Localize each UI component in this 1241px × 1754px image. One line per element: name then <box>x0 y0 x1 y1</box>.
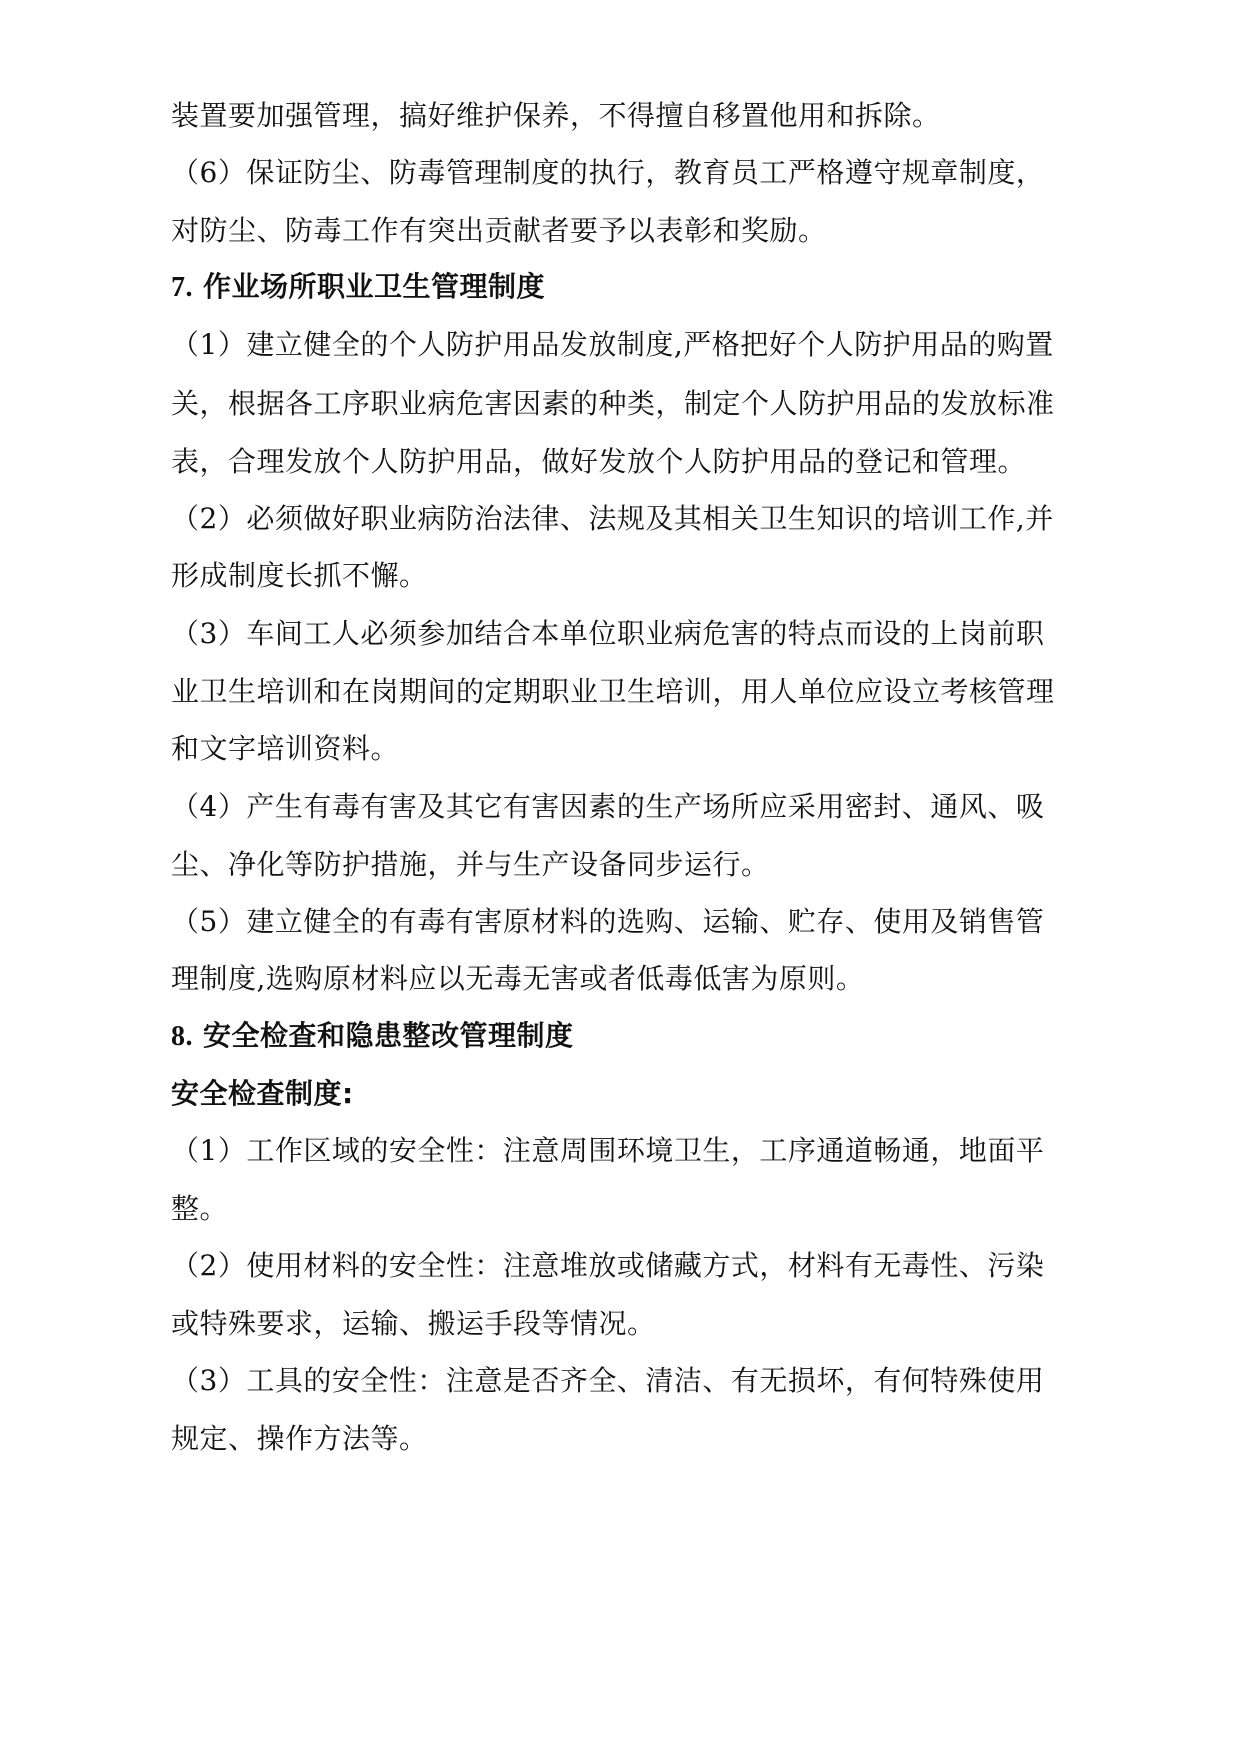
paragraph-line: （5）建立健全的有毒有害原材料的选购、运输、贮存、使用及销售管 <box>171 905 1045 938</box>
paragraph-line: 表，合理发放个人防护用品，做好发放个人防护用品的登记和管理。 <box>171 445 1027 478</box>
paragraph-line: （1）工作区域的安全性：注意周围环境卫生，工序通道畅通，地面平 <box>171 1134 1045 1167</box>
paragraph-line: 形成制度长抓不懈。 <box>171 559 428 592</box>
paragraph-line: 尘、净化等防护措施，并与生产设备同步运行。 <box>171 848 770 881</box>
paragraph-line: （6）保证防尘、防毒管理制度的执行，教育员工严格遵守规章制度， <box>171 156 1045 189</box>
paragraph-line: 和文字培训资料。 <box>171 732 400 765</box>
section-title: 安全检查和隐患整改管理制度 <box>203 1019 574 1052</box>
section-heading-7 <box>171 267 1071 308</box>
subheading: 安全检查制度: <box>171 1077 354 1110</box>
paragraph-line: 规定、操作方法等。 <box>171 1422 428 1455</box>
section-title: 作业场所职业卫生管理制度 <box>203 270 546 303</box>
paragraph-line: （2）必须做好职业病防治法律、法规及其相关卫生知识的培训工作,并 <box>171 502 1054 535</box>
paragraph-line: 整。 <box>171 1192 229 1225</box>
paragraph-line: 理制度,选购原材料应以无毒无害或者低毒低害为原则。 <box>171 962 865 995</box>
section-number: 7. <box>171 272 193 303</box>
paragraph-line: 业卫生培训和在岗期间的定期职业卫生培训，用人单位应设立考核管理 <box>171 675 1055 708</box>
paragraph-line: 关，根据各工序职业病危害因素的种类，制定个人防护用品的发放标准 <box>171 387 1055 420</box>
paragraph-line: （3）车间工人必须参加结合本单位职业病危害的特点而设的上岗前职 <box>171 617 1045 650</box>
section-heading-8 <box>171 1016 1071 1057</box>
section-number: 8. <box>171 1021 193 1052</box>
paragraph-line: （4）产生有毒有害及其它有害因素的生产场所应采用密封、通风、吸 <box>171 790 1045 823</box>
paragraph-line: 装置要加强管理，搞好维护保养，不得擅自移置他用和拆除。 <box>171 99 941 132</box>
paragraph-line: 对防尘、防毒工作有突出贡献者要予以表彰和奖励。 <box>171 214 827 247</box>
paragraph-line: （3）工具的安全性：注意是否齐全、清洁、有无损坏，有何特殊使用 <box>171 1364 1045 1397</box>
paragraph-line: 或特殊要求，运输、搬运手段等情况。 <box>171 1307 656 1340</box>
paragraph-line: （2）使用材料的安全性：注意堆放或储藏方式，材料有无毒性、污染 <box>171 1249 1045 1282</box>
paragraph-line: （1）建立健全的个人防护用品发放制度,严格把好个人防护用品的购置 <box>171 328 1054 361</box>
